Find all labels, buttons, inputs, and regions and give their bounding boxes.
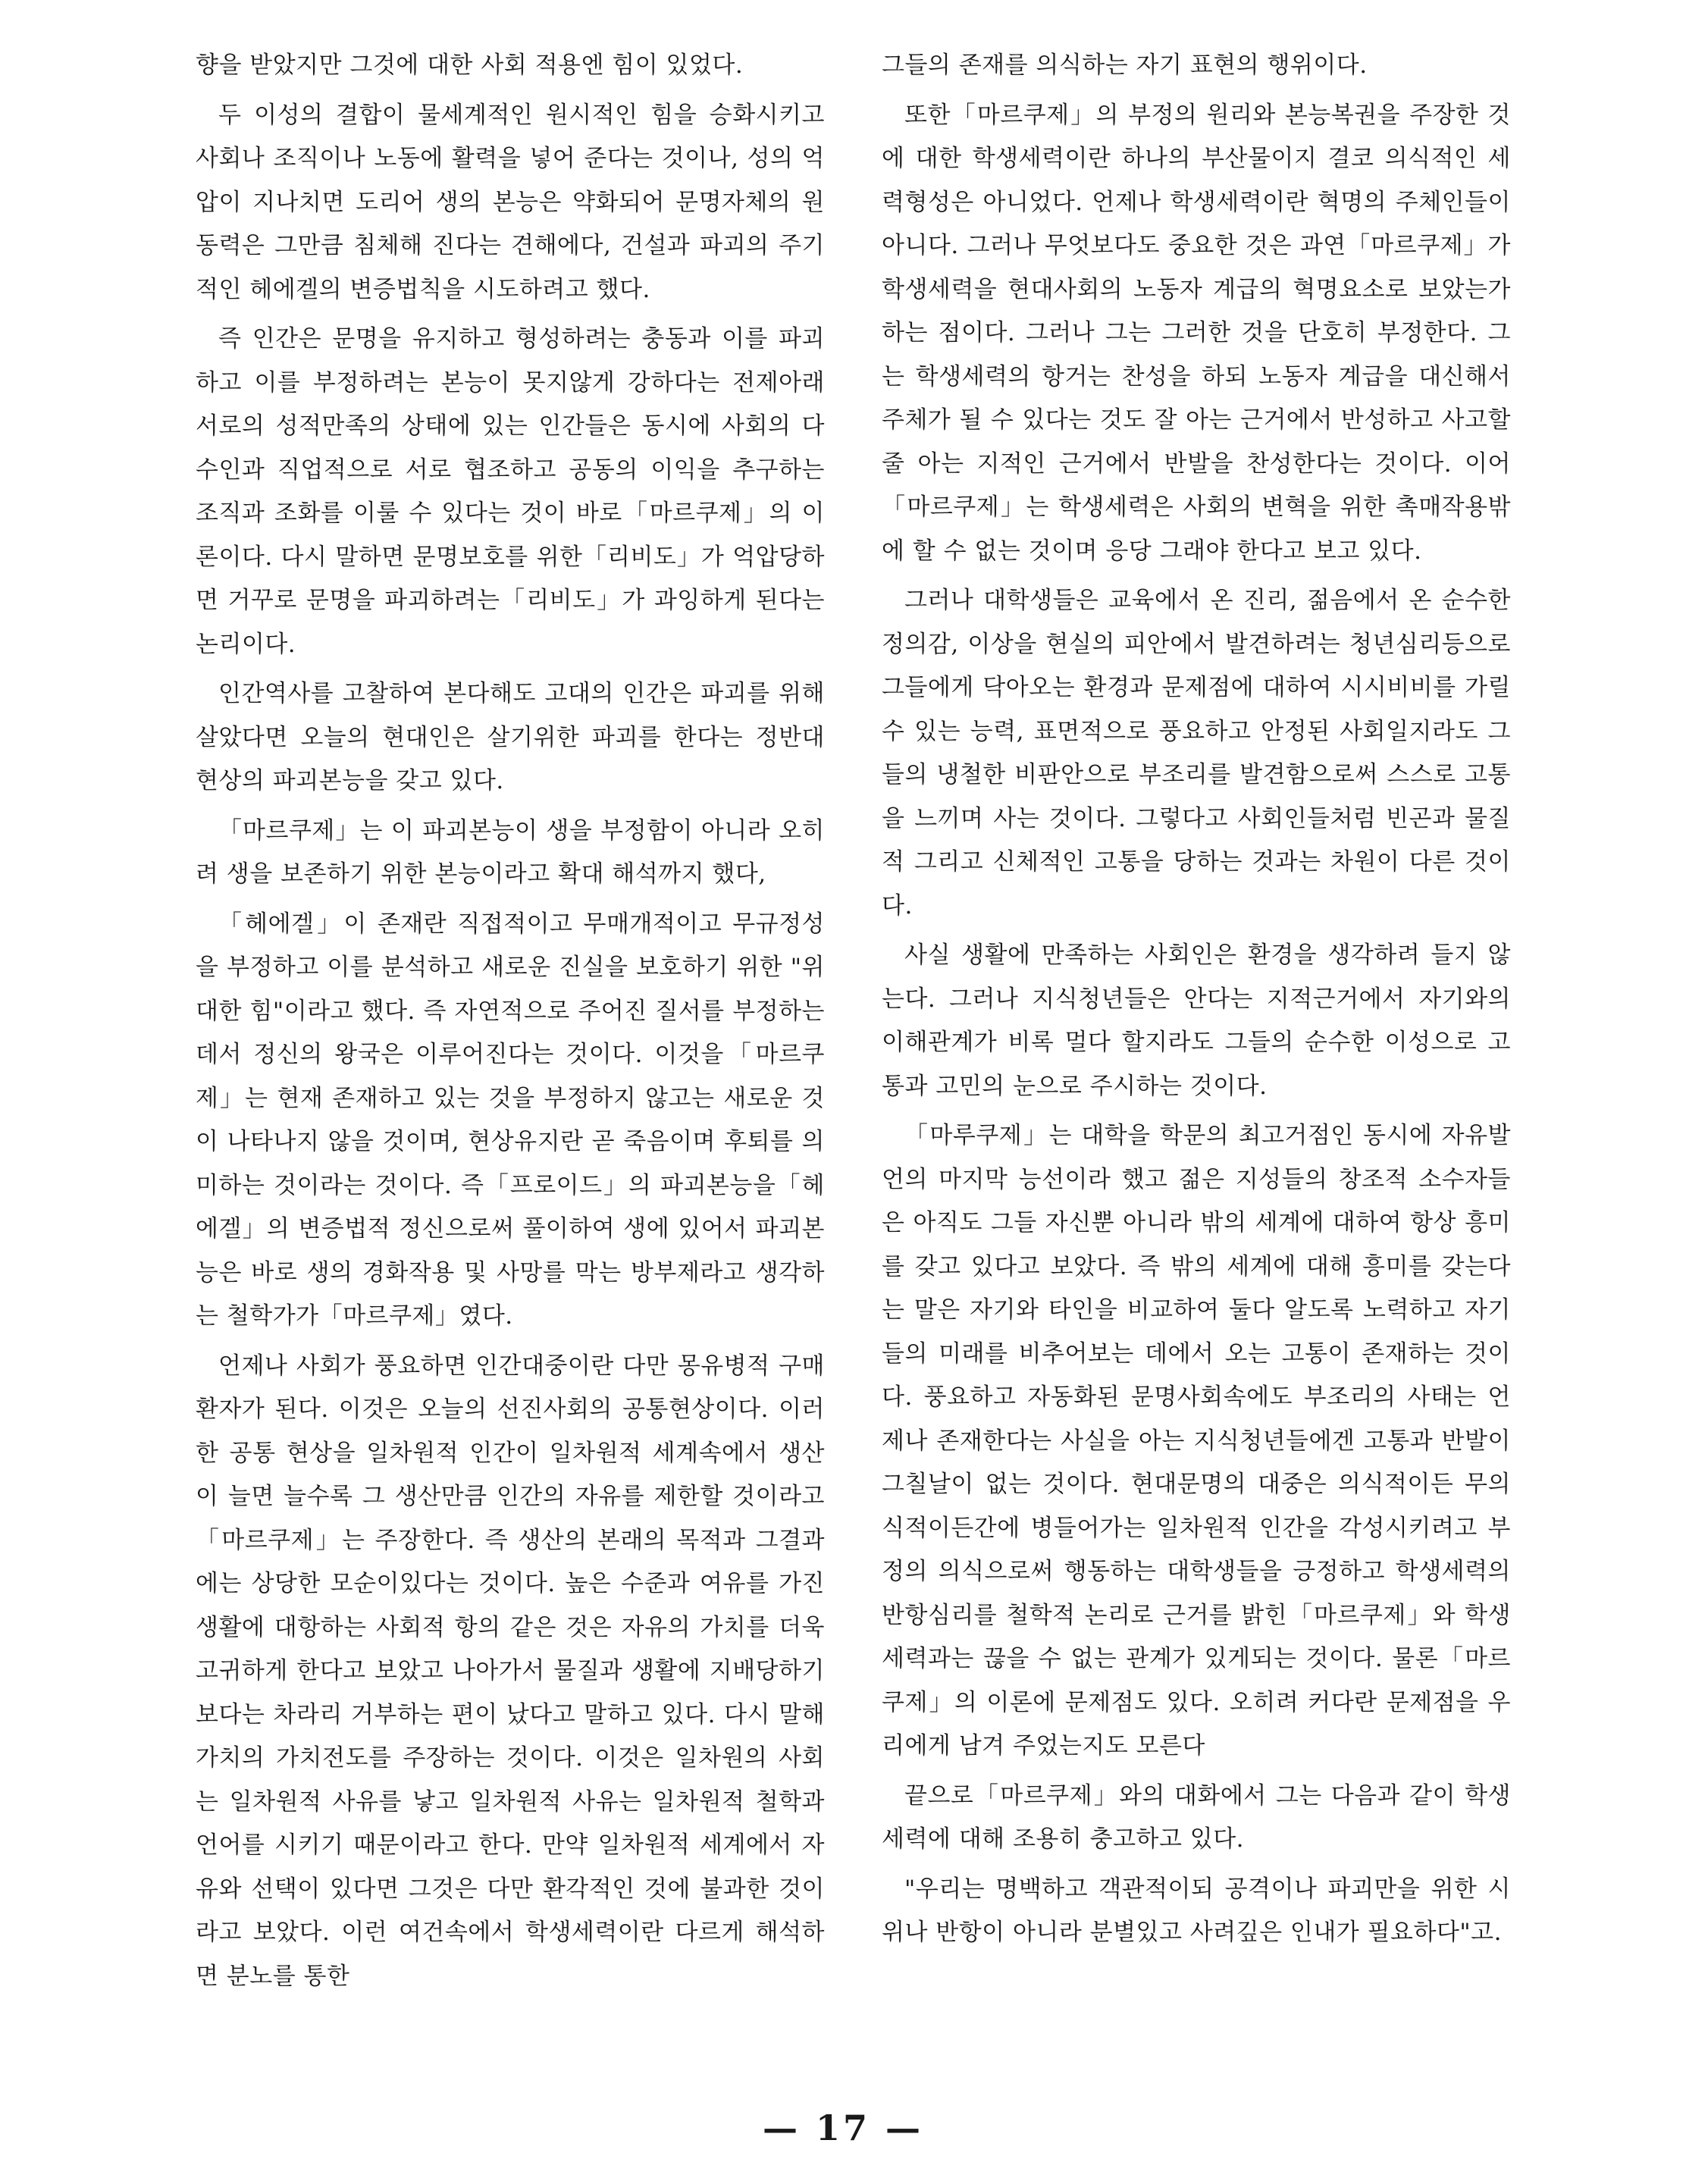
paragraph: "우리는 명백하고 객관적이되 공격이나 파괴만을 위한 시위나 반항이 아니라 분별있고 사려깊은 인내가 필요하다"고. [882, 1875, 1511, 1946]
paragraph: 「마르쿠제」는 이 파괴본능이 생을 부정함이 아니라 오히려 생을 보존하기 위한 본능이라고 확대 해석까지 했다, [196, 816, 825, 888]
paragraph: 언제나 사회가 풍요하면 인간대중이란 다만 몽유병적 구매환자가 된다. 이것은 오늘의 선진사회의 공통현상이다. 이러한 공통 현상을 일차원적 인간이 일차원적 세계속에서 생산이 늘면 늘수록 그 생산만큼 인간의 자유를 제한할 것이라고「마르쿠제」는 주장한다. 즉 생산의 본래의 목적과 그결과에는 상당한 모순이있다는 것이다. 높은 수준과 여유를 가진 생활에 대항하는 사회적 항의 같은 것은 자유의 가치를 더욱 고귀하게 한다고 보았고 나아가서 물질과 생활에 지배당하기보다는 차라리 거부하는 편이 났다고 말하고 있다. 다시 말해 가치의 가치전도를 주장하는 것이다. 이것은 일차원의 사회는 일차원적 사유를 낳고 일차원적 사유는 일차원적 철학과 언어를 시키기 때문이라고 한다. 만약 일차원적 세계에서 자유와 선택이 있다면 그것은 다만 환각적인 것에 불과한 것이라고 보았다. 이런 여건속에서 학생세력이란 다르게 해석하면 분노를 통한 [196, 1352, 825, 1990]
left-column [196, 44, 825, 2004]
paragraph: 「헤에겔」이 존재란 직접적이고 무매개적이고 무규정성을 부정하고 이를 분석하고 새로운 진실을 보호하기 위한 "위대한 힘"이라고 했다. 즉 자연적으로 주어진 질서를 부정하는데서 정신의 왕국은 이루어진다는 것이다. 이것을「마르쿠제」는 현재 존재하고 있는 것을 부정하지 않고는 새로운 것이 나타나지 않을 것이며, 현상유지란 곧 죽음이며 후퇴를 의미하는 것이라는 것이다. 즉「프로이드」의 파괴본능을「헤에겔」의 변증법적 정신으로써 풀이하여 생에 있어서 파괴본능은 바로 생의 경화작용 및 사망를 막는 방부제라고 생각하는 철학가가「마르쿠제」였다. [196, 910, 825, 1330]
paragraph: 또한「마르쿠제」의 부정의 원리와 본능복권을 주장한 것에 대한 학생세력이란 하나의 부산물이지 결코 의식적인 세력형성은 아니었다. 언제나 학생세력이란 혁명의 주체인들이 아니다. 그러나 무엇보다도 중요한 것은 과연「마르쿠제」가 학생세력을 현대사회의 노동자 계급의 혁명요소로 보았는가 하는 점이다. 그러나 그는 그러한 것을 단호히 부정한다. 그는 학생세력의 항거는 찬성을 하되 노동자 계급을 대신해서 주체가 될 수 있다는 것도 잘 아는 근거에서 반성하고 사고할 줄 아는 지적인 근거에서 반발을 찬성한다는 것이다. 이어「마르쿠제」는 학생세력은 사회의 변혁을 위한 촉매작용밖에 할 수 없는 것이며 응당 그래야 한다고 보고 있다. [882, 101, 1511, 565]
paragraph: 두 이성의 결합이 물세계적인 원시적인 힘을 승화시키고 사회나 조직이나 노동에 활력을 넣어 준다는 것이나, 성의 억압이 지나치면 도리어 생의 본능은 약화되어 문명자체의 원동력은 그만큼 침체해 진다는 견해에다, 건설과 파괴의 주기적인 헤에겔의 변증법칙을 시도하려고 했다. [196, 101, 825, 303]
paragraph: 그러나 대학생들은 교육에서 온 진리, 젊음에서 온 순수한 정의감, 이상을 현실의 피안에서 발견하려는 청년심리등으로 그들에게 닥아오는 환경과 문제점에 대하여 시시비비를 가릴 수 있는 능력, 표면적으로 풍요하고 안정된 사회일지라도 그들의 냉철한 비판안으로 부조리를 발견함으로써 스스로 고통을 느끼며 사는 것이다. 그렇다고 사회인들처럼 빈곤과 물질적 그리고 신체적인 고통을 당하는 것과는 차원이 다른 것이다. [882, 587, 1511, 920]
page-number: — 17 — [762, 2107, 924, 2148]
paragraph: 즉 인간은 문명을 유지하고 형성하려는 충동과 이를 파괴하고 이를 부정하려는 본능이 못지않게 강하다는 전제아래 서로의 성적만족의 상태에 있는 인간들은 동시에 사회의 다수인과 직업적으로 서로 협조하고 공동의 이익을 추구하는 조직과 조화를 이룰 수 있다는 것이 바로「마르쿠제」의 이론이다. 다시 말하면 문명보호를 위한「리비도」가 억압당하면 거꾸로 문명을 파괴하려는「리비도」가 과잉하게 된다는 논리이다. [196, 325, 825, 658]
paragraph: 향을 받았지만 그것에 대한 사회 적용엔 힘이 있었다. [196, 52, 744, 79]
paragraph: 「마루쿠제」는 대학을 학문의 최고거점인 동시에 자유발언의 마지막 능선이라 했고 젊은 지성들의 창조적 소수자들은 아직도 그들 자신뿐 아니라 밖의 세계에 대하여 항상 흥미를 갖고 있다고 보았다. 즉 밖의 세계에 대해 흥미를 갖는다는 말은 자기와 타인을 비교하여 둘다 알도록 노력하고 자기들의 미래를 비추어보는 데에서 오는 고통이 존재하는 것이다. 풍요하고 자동화된 문명사회속에도 부조리의 사태는 언제나 존재한다는 사실을 아는 지식청년들에겐 고통과 반발이 그칠날이 없는 것이다. 현대문명의 대중은 의식적이든 무의식적이든간에 병들어가는 일차원적 인간을 각성시키려고 부정의 의식으로써 행동하는 대학생들을 긍정하고 학생세력의 반항심리를 철학적 논리로 근거를 밝힌「마르쿠제」와 학생세력과는 끊을 수 없는 관계가 있게되는 것이다. 물론「마르쿠제」의 이론에 문제점도 있다. 오히려 커다란 문제점을 우리에게 남겨 주었는지도 모른다 [882, 1122, 1511, 1759]
paragraph: 그들의 존재를 의식하는 자기 표현의 행위이다. [882, 52, 1368, 79]
paragraph: 인간역사를 고찰하여 본다해도 고대의 인간은 파괴를 위해 살았다면 오늘의 현대인은 살기위한 파괴를 한다는 정반대 현상의 파괴본능을 갖고 있다. [196, 680, 825, 794]
paragraph: 끝으로「마르쿠제」와의 대화에서 그는 다음과 같이 학생세력에 대해 조용히 충고하고 있다. [882, 1781, 1511, 1853]
right-column [882, 44, 1511, 1961]
paragraph: 사실 생활에 만족하는 사회인은 환경을 생각하려 들지 않는다. 그러나 지식청년들은 안다는 지적근거에서 자기와의 이해관계가 비록 멀다 할지라도 그들의 순수한 이성으로 고통과 고민의 눈으로 주시하는 것이다. [882, 942, 1511, 1100]
